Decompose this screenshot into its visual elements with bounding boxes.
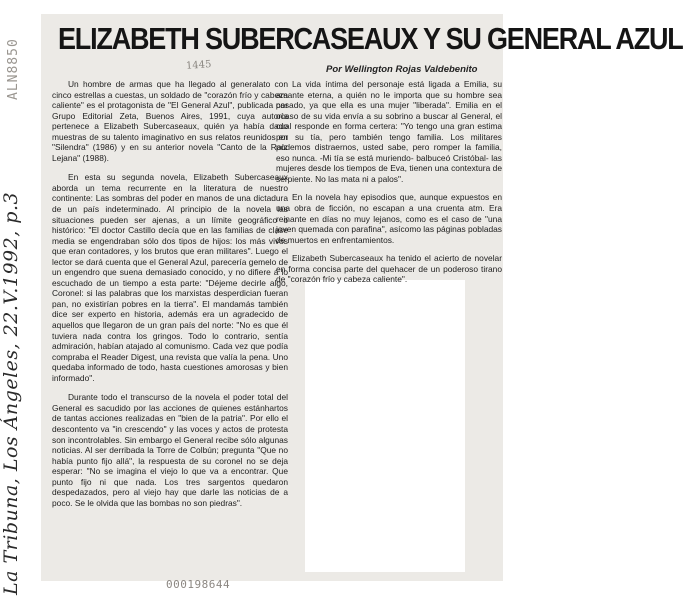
article-left-column xyxy=(52,79,288,517)
article-paragraph: Un hombre de armas que ha llegado al generalato con cinco estrellas a cuestas, un soldado de "corazón frío y cabeza caliente" es el protagonista de "El General Azul", publicada por Grupo Editorial Zeta, Buenos Aires, 1991, cuya autoría pertenece a Elizabeth Subercaseaux, quién ya había dado muestras de su talento imaginativo en sus relatos reunidos en "Silendra" (1986) y en su anterior novela "Canto de la Raíz Lejana" (1988). xyxy=(52,79,288,163)
article-byline: Por Wellington Rojas Valdebenito xyxy=(326,64,478,75)
pencil-note: 1445 xyxy=(185,59,212,72)
article-right-column xyxy=(276,79,502,293)
handwritten-source-note: La Tribuna, Los Ángeles, 22.V.1992, p.3 xyxy=(0,191,22,595)
article-paragraph: Durante todo el transcurso de la novela el poder total del General es sacudido por las acciones de quienes estánhartos de tantas acciones realizadas en "bien de la patria". Por ello el descontento va "in crescendo" y las voces y actos de protesta son incontrolables. Sin embargo el General recibe sólo algunas noticias. Al ser derribada la Torre de Colbún; pregunta "Que no había punto fijo allá", la respuesta de su coronel no se deja esperar: "No se imagina el viejo lo que va a encontrar. Que punto fijo ni que nada. Los tres sargentos quedaron despedazados, pero al viejo hay que darle las noticias de a poco. Se le olvida que las bombas no son piedras". xyxy=(52,392,288,508)
article-paragraph: En la novela hay episodios que, aunque expuestos en una obra de ficción, no escapan a una cruenta atm. Era reinante en días no muy lejanos, como es el caso de "una joven quemada con parafina", asícomo las páginas pobladas de muertos en enfrentamientos. xyxy=(276,192,502,245)
archive-code: ALN8850 xyxy=(6,38,21,100)
article-paragraph: En esta su segunda novela, Elizabeth Subercaseaux aborda un tema recurrente en la literatura de nuestro continente: Las sombras del poder en manos de una dictadura de un país indeterminado. Al principio de la novela las situaciones pueden ser ajenas, a un límite geográfico o histórico: "El doctor Castillo decía que en las familias de clase media se engendraban sólo dos tipos de hijos: los más vivos que eran contadores, y los brutos que eran militares". Luego el lector se dará cuenta que el General Azul, parecería gemelo de un engendro que suena demasiado conocido, y no difiere a lo escuchado de un tiempo a esta parte: "Déjeme decirle algo, Coronel: si las palabras que los marxistas desperdician fueran pan, no existirían pobres en la tierra". El mandamás también dice ser experto en historia, además era un agradecido de aquellos que llegaron de un gran país del norte: "No es que él tuviera nada contra los gringos. Todo lo contrario, sentía admiración, habían atajado al comunismo. Cada vez que podía compraba el Reader Digest, una revista que valía la pena. Uno quedaba informado de todo, hasta cuestiones amorosas y bien informado". xyxy=(52,172,288,383)
article-paragraph: La vida íntima del personaje está ligada a Emilia, su amante eterna, a quién no le importa que su hombre sea casado, ya que ella es una mujer "liberada". Emilia en el ocaso de su vida envía a su sobrino a buscar al General, el cual responde en forma certera: "Yo tengo una gran estima por su tía, pero también tengo familia. Los militares podemos distraernos, usted sabe, pero romper la familia, eso nunca. -Mi tía se está muriendo- balbuceó Cristóbal- las mujeres desde los tiempos de Eva, tienen una contextura de serpiente. No las mata ni a palos". xyxy=(276,79,502,184)
article-paragraph: Elizabeth Subercaseaux ha tenido el acierto de novelar en forma concisa parte del quehacer de un poderoso tirano de "corazón frío y cabeza caliente". xyxy=(276,253,502,285)
article-headline: ELIZABETH SUBERCASEAUX Y SU GENERAL AZUL xyxy=(58,22,683,56)
clipping-cutout-area xyxy=(305,280,465,572)
stamp-number: 000198644 xyxy=(166,578,231,591)
